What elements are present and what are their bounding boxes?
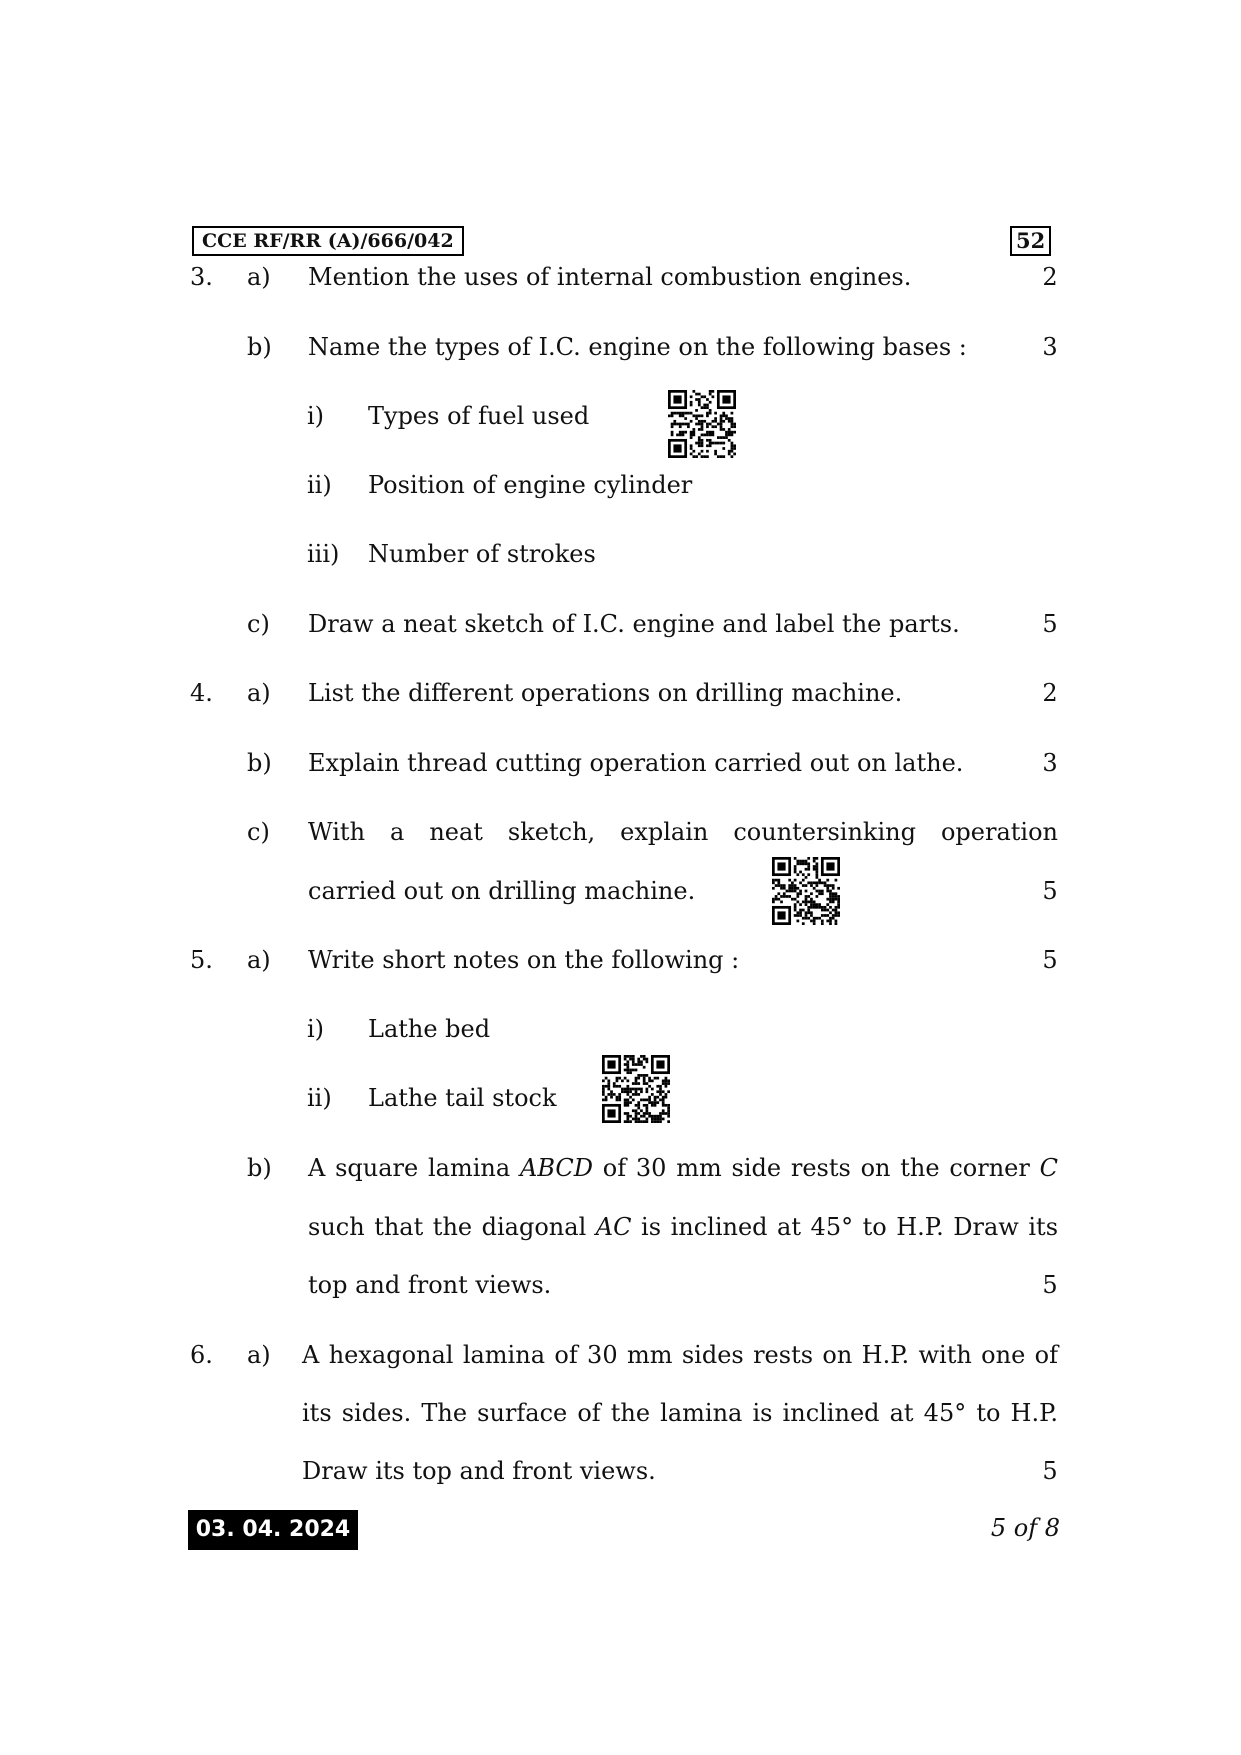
q4c-word: sketch, xyxy=(507,818,596,846)
q4a-label: a) xyxy=(247,679,271,707)
page-code: 52 xyxy=(1010,226,1051,256)
q3a-marks: 2 xyxy=(1042,263,1058,291)
q5b-line1 xyxy=(308,1153,1058,1183)
q5a-ii-label: ii) xyxy=(307,1084,332,1112)
q4c-word: With xyxy=(308,818,366,846)
q3c-marks: 5 xyxy=(1042,610,1058,638)
qr-code-3 xyxy=(602,1055,670,1123)
q5-number: 5. xyxy=(190,946,213,974)
q6a-line2: its sides. The surface of the lamina is inclined at 45° to H.P. xyxy=(302,1399,1058,1427)
q3a-label: a) xyxy=(247,263,271,291)
q5b-line2-text: such that the diagonal xyxy=(308,1213,596,1241)
q5b-line1-var: ABCD xyxy=(519,1154,594,1182)
q3b-i-text: Types of fuel used xyxy=(368,402,590,430)
q5a-i-label: i) xyxy=(307,1015,325,1043)
q4c-marks: 5 xyxy=(1042,877,1058,905)
qr-code-1 xyxy=(668,390,736,458)
q3b-marks: 3 xyxy=(1042,333,1058,361)
q5b-line2-var: AC xyxy=(595,1213,632,1241)
q3b-i-label: i) xyxy=(307,402,325,430)
q5b-line2 xyxy=(308,1212,1058,1242)
q3c-text: Draw a neat sketch of I.C. engine and label the parts. xyxy=(308,610,960,638)
q3b-iii-text: Number of strokes xyxy=(368,540,596,568)
page-number: 5 of 8 xyxy=(990,1514,1060,1542)
q3b-label: b) xyxy=(247,333,272,361)
q5b-marks: 5 xyxy=(1042,1271,1058,1299)
q6a-line1: A hexagonal lamina of 30 mm sides rests on H.P. with one of xyxy=(302,1341,1058,1369)
q6a-marks: 5 xyxy=(1042,1457,1058,1485)
q4b-label: b) xyxy=(247,749,272,777)
paper-code: CCE RF/RR (A)/666/042 xyxy=(192,226,464,256)
q5a-marks: 5 xyxy=(1042,946,1058,974)
exam-date: 03. 04. 2024 xyxy=(188,1510,358,1550)
q4c-label: c) xyxy=(247,818,270,846)
q6a-label: a) xyxy=(247,1341,271,1369)
q4c-word: a xyxy=(390,818,405,846)
q4b-marks: 3 xyxy=(1042,749,1058,777)
q4a-marks: 2 xyxy=(1042,679,1058,707)
q4c-word: operation xyxy=(940,818,1058,846)
q3b-ii-label: ii) xyxy=(307,471,332,499)
q4a-text: List the different operations on drilling machine. xyxy=(308,679,903,707)
q5b-line1-text: of 30 mm side rests on the corner xyxy=(593,1154,1040,1182)
q4c-word: neat xyxy=(429,818,483,846)
q4b-text: Explain thread cutting operation carried out on lathe. xyxy=(308,749,964,777)
q4c-line1 xyxy=(308,817,1058,847)
q5a-text: Write short notes on the following : xyxy=(308,946,740,974)
q5b-line3: top and front views. xyxy=(308,1271,552,1299)
q3b-ii-text: Position of engine cylinder xyxy=(368,471,693,499)
q3a-text: Mention the uses of internal combustion engines. xyxy=(308,263,912,291)
q4c-word: countersinking xyxy=(733,818,916,846)
q6-number: 6. xyxy=(190,1341,213,1369)
q5a-ii-text: Lathe tail stock xyxy=(368,1084,557,1112)
qr-code-2 xyxy=(772,857,840,925)
q5b-line1-text: A square lamina xyxy=(308,1154,520,1182)
q3b-text: Name the types of I.C. engine on the following bases : xyxy=(308,333,967,361)
q3-number: 3. xyxy=(190,263,213,291)
q4c-word: explain xyxy=(620,818,709,846)
q3b-iii-label: iii) xyxy=(307,540,340,568)
q5b-label: b) xyxy=(247,1154,272,1182)
q4-number: 4. xyxy=(190,679,213,707)
q5b-line1-var: C xyxy=(1039,1154,1059,1182)
q4c-line2: carried out on drilling machine. xyxy=(308,877,696,905)
q3c-label: c) xyxy=(247,610,270,638)
q5a-i-text: Lathe bed xyxy=(368,1015,491,1043)
q5b-line2-text: is inclined at 45° to H.P. Draw its xyxy=(631,1213,1059,1241)
q5a-label: a) xyxy=(247,946,271,974)
q6a-line3: Draw its top and front views. xyxy=(302,1457,656,1485)
